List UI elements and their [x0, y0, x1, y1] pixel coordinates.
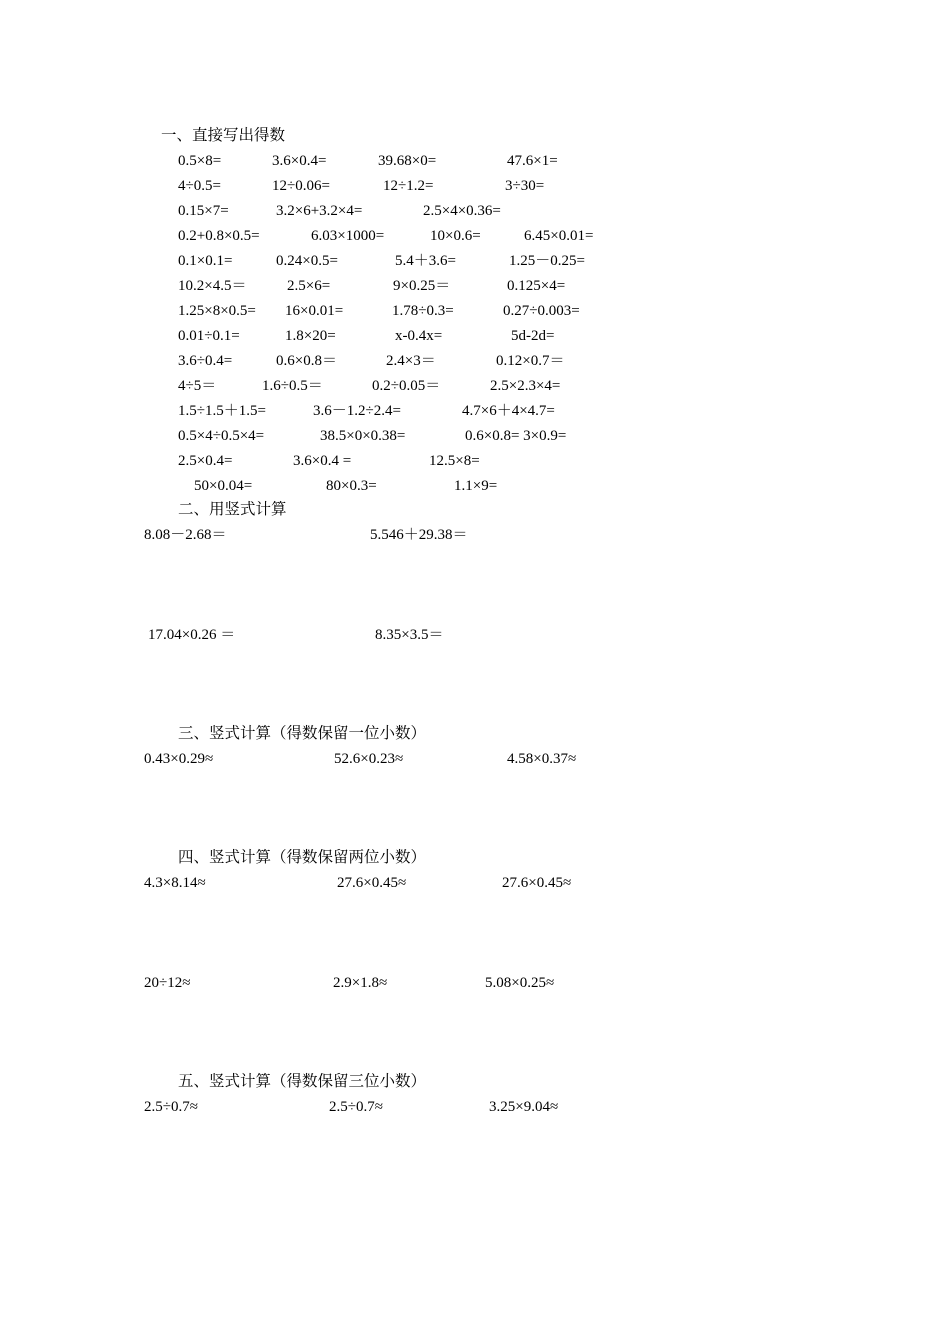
problem: 4÷5＝ — [178, 378, 217, 394]
problem: 12.5×8= — [429, 453, 480, 469]
problem: 2.5×0.4= — [178, 453, 233, 469]
problem: 8.35×3.5＝ — [375, 627, 444, 643]
problem: 1.1×9= — [454, 478, 498, 494]
problem: 0.15×7= — [178, 203, 229, 219]
problem: 3÷30= — [505, 178, 545, 194]
problem: 52.6×0.23≈ — [334, 751, 404, 767]
problem: 2.5÷0.7≈ — [329, 1099, 383, 1115]
problem: 1.5÷1.5＋1.5= — [178, 403, 266, 419]
problem: 3.6×0.4= — [272, 153, 327, 169]
problem: 0.01÷0.1= — [178, 328, 240, 344]
problem: 5.08×0.25≈ — [485, 975, 555, 991]
problem: 0.5×8= — [178, 153, 222, 169]
problem: 4.58×0.37≈ — [507, 751, 577, 767]
problem: 0.6×0.8= 3×0.9= — [465, 428, 567, 444]
problem: 0.6×0.8＝ — [276, 353, 337, 369]
problem: 2.5×4×0.36= — [423, 203, 501, 219]
problem: 1.78÷0.3= — [392, 303, 454, 319]
problem: 17.04×0.26 ＝ — [148, 627, 236, 643]
problem: 4.7×6＋4×4.7= — [462, 403, 555, 419]
problem: 5.4＋3.6= — [395, 253, 456, 269]
problem: x-0.4x= — [395, 328, 443, 344]
problem: 10.2×4.5＝ — [178, 278, 247, 294]
problem: 2.9×1.8≈ — [333, 975, 388, 991]
problem: 9×0.25＝ — [393, 278, 451, 294]
problem: 80×0.3= — [326, 478, 377, 494]
problem: 27.6×0.45≈ — [337, 875, 407, 891]
problem: 12÷0.06= — [272, 178, 330, 194]
problem: 38.5×0×0.38= — [320, 428, 406, 444]
problem: 0.2+0.8×0.5= — [178, 228, 260, 244]
problem: 39.68×0= — [378, 153, 437, 169]
problem: 8.08－2.68＝ — [144, 527, 227, 543]
problem: 10×0.6= — [430, 228, 481, 244]
section-2-heading: 二、用竖式计算 — [178, 501, 287, 518]
problem: 47.6×1= — [507, 153, 558, 169]
problem: 2.5×2.3×4= — [490, 378, 561, 394]
problem: 3.6－1.2÷2.4= — [313, 403, 401, 419]
problem: 3.25×9.04≈ — [489, 1099, 559, 1115]
problem: 2.5÷0.7≈ — [144, 1099, 198, 1115]
problem: 3.2×6+3.2×4= — [276, 203, 363, 219]
problem: 0.27÷0.003= — [503, 303, 580, 319]
problem: 1.8×20= — [285, 328, 336, 344]
problem: 6.03×1000= — [311, 228, 385, 244]
problem: 0.1×0.1= — [178, 253, 233, 269]
problem: 12÷1.2= — [383, 178, 434, 194]
problem: 5.546＋29.38＝ — [370, 527, 468, 543]
problem: 4.3×8.14≈ — [144, 875, 206, 891]
problem: 20÷12≈ — [144, 975, 191, 991]
problem: 0.12×0.7＝ — [496, 353, 565, 369]
problem: 27.6×0.45≈ — [502, 875, 572, 891]
problem: 1.25×8×0.5= — [178, 303, 256, 319]
problem: 50×0.04= — [194, 478, 253, 494]
problem: 5d-2d= — [511, 328, 555, 344]
section-5-heading: 五、竖式计算（得数保留三位小数） — [178, 1073, 427, 1090]
problem: 2.4×3＝ — [386, 353, 436, 369]
problem: 3.6×0.4 = — [293, 453, 352, 469]
problem: 0.43×0.29≈ — [144, 751, 214, 767]
section-3-heading: 三、竖式计算（得数保留一位小数） — [178, 725, 427, 742]
problem: 16×0.01= — [285, 303, 344, 319]
problem: 6.45×0.01= — [524, 228, 594, 244]
problem: 4÷0.5= — [178, 178, 221, 194]
problem: 0.24×0.5= — [276, 253, 338, 269]
section-4-heading: 四、竖式计算（得数保留两位小数） — [178, 849, 427, 866]
section-1-heading: 一、直接写出得数 — [161, 127, 286, 144]
problem: 3.6÷0.4= — [178, 353, 233, 369]
problem: 0.5×4÷0.5×4= — [178, 428, 265, 444]
problem: 1.25－0.25= — [509, 253, 585, 269]
problem: 1.6÷0.5＝ — [262, 378, 323, 394]
problem: 2.5×6= — [287, 278, 331, 294]
problem: 0.2÷0.05＝ — [372, 378, 441, 394]
problem: 0.125×4= — [507, 278, 566, 294]
